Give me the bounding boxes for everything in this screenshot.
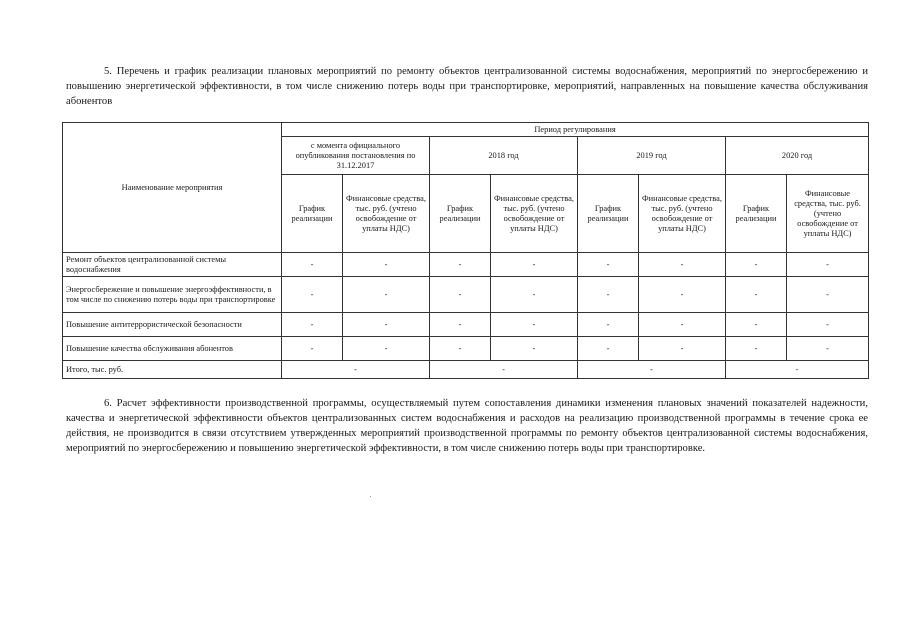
period-header: 2019 год	[578, 137, 726, 175]
value-cell: -	[578, 277, 639, 313]
value-cell: -	[787, 337, 869, 361]
value-cell: -	[343, 253, 430, 277]
measures-plan-table	[62, 122, 869, 379]
value-cell: -	[578, 337, 639, 361]
column-header-period: Период регулирования	[282, 123, 869, 137]
value-cell: -	[430, 253, 491, 277]
value-cell: -	[282, 253, 343, 277]
subheader-schedule: График реализации	[282, 175, 343, 253]
table-row	[63, 337, 869, 361]
total-cell: -	[578, 361, 726, 379]
value-cell: -	[726, 313, 787, 337]
value-cell: -	[787, 313, 869, 337]
value-cell: -	[726, 253, 787, 277]
value-cell: -	[491, 337, 578, 361]
subheader-schedule: График реализации	[726, 175, 787, 253]
value-cell: -	[282, 337, 343, 361]
value-cell: -	[343, 277, 430, 313]
section-6-paragraph: 6. Расчет эффективности производственной программы, осуществляемый путем сопоставления динамики изменения плановых значений показателей надежности, качества и энергетической эффективности объектов централизованных систем водоснабжения и расходов на реализацию производственной программы в течение срока ее действия, не производится в связи отсутствием утвержденных мероприятий производственной программы по ремонту объектов централизованной системы водоснабжения, мероприятий по энергосбережению и повышению энергетической эффективности, в том числе снижению потерь воды при транспортировке.	[66, 398, 868, 454]
total-cell: -	[430, 361, 578, 379]
value-cell: -	[430, 277, 491, 313]
table-row	[63, 313, 869, 337]
value-cell: -	[639, 277, 726, 313]
value-cell: -	[787, 277, 869, 313]
scan-speck	[370, 496, 371, 497]
value-cell: -	[639, 337, 726, 361]
total-cell: -	[282, 361, 430, 379]
subheader-finance: Финансовые средства, тыс. руб. (учтено освобождение от уплаты НДС)	[491, 175, 578, 253]
value-cell: -	[282, 313, 343, 337]
total-row	[63, 361, 869, 379]
measure-name-cell: Ремонт объектов централизованной системы водоснабжения	[63, 253, 282, 277]
total-label: Итого, тыс. руб.	[63, 361, 282, 379]
value-cell: -	[726, 337, 787, 361]
value-cell: -	[578, 313, 639, 337]
measure-name-cell: Повышение антитеррористической безопасности	[63, 313, 282, 337]
total-cell: -	[726, 361, 869, 379]
measure-name-cell: Энергосбережение и повышение энергоэффективности, в том числе по снижению потерь воды при транспортировке	[63, 277, 282, 313]
value-cell: -	[787, 253, 869, 277]
table-row	[63, 253, 869, 277]
subheader-finance: Финансовые средства, тыс. руб. (учтено освобождение от уплаты НДС)	[343, 175, 430, 253]
value-cell: -	[491, 313, 578, 337]
value-cell: -	[639, 253, 726, 277]
subheader-schedule: График реализации	[578, 175, 639, 253]
value-cell: -	[282, 277, 343, 313]
period-header: с момента официального опубликования постановления по 31.12.2017	[282, 137, 430, 175]
table-row	[63, 277, 869, 313]
column-header-measure-name: Наименование мероприятия	[63, 123, 282, 253]
value-cell: -	[639, 313, 726, 337]
section-5-heading: 5. Перечень и график реализации плановых мероприятий по ремонту объектов централизованной системы водоснабжения, мероприятий по энергосбережению и повышению энергетической эффективности, в том числе снижению потерь воды при транспортировке, мероприятий, направленных на повышение качества обслуживания абонентов	[66, 66, 868, 107]
subheader-finance: Финансовые средства, тыс. руб. (учтено освобождение от уплаты НДС)	[639, 175, 726, 253]
subheader-finance: Финансовые средства, тыс. руб. (учтено освобождение от уплаты НДС)	[787, 175, 869, 253]
value-cell: -	[343, 313, 430, 337]
header-row-period	[63, 123, 869, 137]
period-header: 2018 год	[430, 137, 578, 175]
value-cell: -	[726, 277, 787, 313]
value-cell: -	[430, 313, 491, 337]
period-header: 2020 год	[726, 137, 869, 175]
value-cell: -	[430, 337, 491, 361]
value-cell: -	[578, 253, 639, 277]
measure-name-cell: Повышение качества обслуживания абонентов	[63, 337, 282, 361]
subheader-schedule: График реализации	[430, 175, 491, 253]
value-cell: -	[343, 337, 430, 361]
value-cell: -	[491, 277, 578, 313]
value-cell: -	[491, 253, 578, 277]
